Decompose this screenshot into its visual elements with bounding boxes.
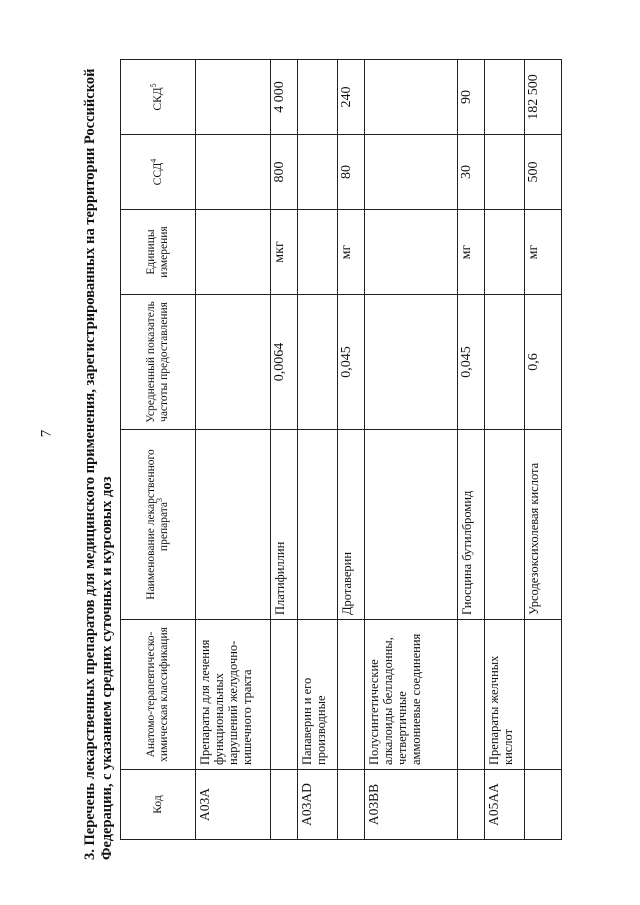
page-number: 7	[38, 429, 55, 438]
cell-code: A03A	[196, 770, 271, 840]
cell-skd	[485, 60, 525, 135]
cell-frequency: 0,045	[338, 295, 365, 430]
cell-skd: 90	[458, 60, 485, 135]
cell-ssd: 800	[271, 135, 298, 210]
table-row	[338, 60, 365, 840]
cell-ssd: 80	[338, 135, 365, 210]
cell-skd	[196, 60, 271, 135]
header-atc: Анатомо-терапевтическо-химическая классификация	[121, 620, 196, 770]
cell-unit: мг	[525, 210, 562, 295]
cell-atc	[525, 620, 562, 770]
cell-code	[525, 770, 562, 840]
header-ssd: ССД$^4$	[121, 135, 196, 210]
cell-code: A03AD	[298, 770, 338, 840]
header-unit: Единицы измерения	[121, 210, 196, 295]
cell-ssd	[298, 135, 338, 210]
table-row	[196, 60, 271, 840]
cell-unit	[298, 210, 338, 295]
table-header-row	[121, 60, 196, 840]
cell-unit: мг	[338, 210, 365, 295]
header-frequency: Усредненный показатель частоты предоставления	[121, 295, 196, 430]
table-row	[525, 60, 562, 840]
medications-table	[120, 59, 562, 840]
cell-name: Урсодезоксихолевая кислота	[525, 430, 562, 620]
cell-code	[458, 770, 485, 840]
cell-name	[365, 430, 458, 620]
cell-frequency: 0,6	[525, 295, 562, 430]
cell-unit	[196, 210, 271, 295]
header-name: Наименование лекарственного препарата$^3$	[121, 430, 196, 620]
cell-ssd: 30	[458, 135, 485, 210]
cell-skd	[365, 60, 458, 135]
cell-frequency	[485, 295, 525, 430]
cell-unit: мкг	[271, 210, 298, 295]
cell-frequency	[365, 295, 458, 430]
cell-ssd	[196, 135, 271, 210]
cell-frequency	[196, 295, 271, 430]
cell-atc: Полусинтетические алкалоиды белладонны, четвертичные аммониевые соединения	[365, 620, 458, 770]
section-title: 3. Перечень лекарственных препаратов для медицинского применения, зарегистрированных на территории Российской Федерации, с указанием средних суточных и курсовых доз	[82, 68, 115, 860]
cell-ssd: 500	[525, 135, 562, 210]
cell-skd: 240	[338, 60, 365, 135]
cell-name: Платифиллин	[271, 430, 298, 620]
cell-atc: Препараты для лечения функциональных нарушений желудочно-кишечного тракта	[196, 620, 271, 770]
cell-code	[338, 770, 365, 840]
table-row	[485, 60, 525, 840]
cell-name: Дротаверин	[338, 430, 365, 620]
cell-name	[298, 430, 338, 620]
cell-atc: Папаверин и его производные	[298, 620, 338, 770]
cell-atc	[338, 620, 365, 770]
cell-unit	[365, 210, 458, 295]
rotated-page-content	[0, 22, 640, 880]
cell-frequency	[298, 295, 338, 430]
cell-name	[196, 430, 271, 620]
cell-atc: Препараты желчных кислот	[485, 620, 525, 770]
cell-atc	[271, 620, 298, 770]
cell-atc	[458, 620, 485, 770]
table-row	[271, 60, 298, 840]
cell-frequency: 0,0064	[271, 295, 298, 430]
cell-skd: 4 000	[271, 60, 298, 135]
cell-name: Гиосцина бутилбромид	[458, 430, 485, 620]
cell-code	[271, 770, 298, 840]
cell-ssd	[365, 135, 458, 210]
header-code: Код	[121, 770, 196, 840]
cell-skd	[298, 60, 338, 135]
cell-code: A05AA	[485, 770, 525, 840]
table-row	[298, 60, 338, 840]
table-row	[458, 60, 485, 840]
cell-frequency: 0,045	[458, 295, 485, 430]
cell-unit: мг	[458, 210, 485, 295]
cell-code: A03BB	[365, 770, 458, 840]
cell-name	[485, 430, 525, 620]
cell-skd: 182 500	[525, 60, 562, 135]
header-skd: СКД$^5$	[121, 60, 196, 135]
cell-unit	[485, 210, 525, 295]
cell-ssd	[485, 135, 525, 210]
table-row	[365, 60, 458, 840]
